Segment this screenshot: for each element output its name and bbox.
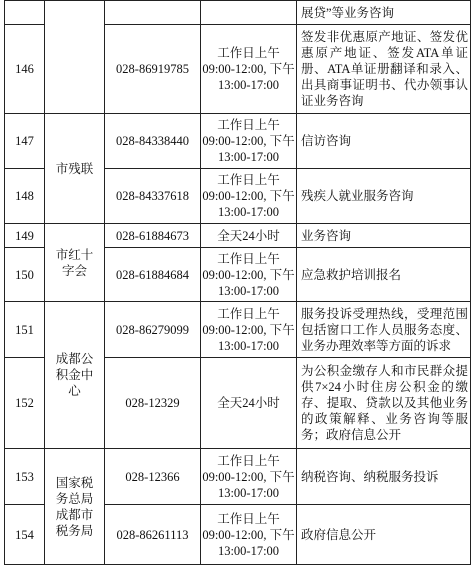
row-number: 148 [5, 169, 45, 224]
hours-line: 13:00-17:00 [217, 485, 280, 500]
service-hours [201, 169, 297, 224]
hours-line: 09:00-12:00, 下午 [202, 134, 295, 148]
service-scope: 信访咨询 [297, 114, 471, 169]
service-scope: 展贷”等业务咨询 [297, 1, 471, 25]
service-scope: 纳税咨询、纳税服务投诉 [297, 449, 471, 505]
hours-line: 全天24小时 [217, 396, 280, 410]
row-number [5, 1, 45, 25]
row-number: 152 [5, 358, 45, 449]
table-row [5, 1, 471, 25]
table-row [5, 449, 471, 505]
service-hours [201, 114, 297, 169]
row-number: 154 [5, 505, 45, 565]
department-cell: 市红十字会 [45, 224, 105, 302]
phone-number: 028-86919785 [105, 25, 201, 114]
service-hours [201, 449, 297, 505]
service-hours [201, 224, 297, 248]
phone-number: 028-12366 [105, 449, 201, 505]
service-scope: 残疾人就业服务咨询 [297, 169, 471, 224]
hours-line: 09:00-12:00, 下午 [202, 267, 295, 282]
service-hours [201, 1, 297, 25]
department-cell: 成都公积金中心 [45, 302, 105, 449]
hours-line: 09:00-12:00, 下午 [202, 469, 295, 484]
service-hours [201, 505, 297, 565]
hours-line: 13:00-17:00 [217, 78, 280, 92]
service-scope: 签发非优惠原产地证、签发优惠原产地证、签发ATA单证册、ATA单证册翻译和录入、出具商事证明书、代办领事认证业务咨询 [297, 25, 471, 114]
hours-line: 09:00-12:00, 下午 [202, 322, 295, 337]
hours-line: 工作日上午 [217, 173, 280, 187]
table-row [5, 224, 471, 248]
hotline-table [4, 0, 471, 565]
service-hours [201, 302, 297, 358]
service-hours [201, 25, 297, 114]
phone-number: 028-86261113 [105, 505, 201, 565]
service-hours [201, 248, 297, 302]
phone-number: 028-84337618 [105, 169, 201, 224]
service-scope: 业务咨询 [297, 224, 471, 248]
department-cell: 市残联 [45, 114, 105, 224]
row-number: 150 [5, 248, 45, 302]
phone-number: 028-86279099 [105, 302, 201, 358]
row-number: 149 [5, 224, 45, 248]
service-scope: 为公积金缴存人和市民群众提供7×24小时住房公积金的缴存、提取、贷款以及其他业务的政策解释、业务咨询等服务；政府信息公开 [297, 358, 471, 449]
row-number: 147 [5, 114, 45, 169]
hours-line: 13:00-17:00 [217, 338, 280, 353]
hours-line: 工作日上午 [217, 453, 280, 468]
table-row [5, 302, 471, 358]
service-scope: 应急救护培训报名 [297, 248, 471, 302]
service-scope: 服务投诉受理热线，受理范围包括窗口工作人员服务态度、业务办理效率等方面的诉求 [297, 302, 471, 358]
row-number: 146 [5, 25, 45, 114]
phone-number: 028-84338440 [105, 114, 201, 169]
hours-line: 09:00-12:00, 下午 [202, 527, 295, 542]
hours-line: 工作日上午 [217, 251, 280, 266]
hours-line: 工作日上午 [217, 306, 280, 321]
hours-line: 工作日上午 [217, 46, 280, 60]
hours-line: 工作日上午 [217, 511, 280, 526]
hours-line: 13:00-17:00 [217, 150, 280, 164]
service-hours [201, 358, 297, 449]
hours-line: 13:00-17:00 [217, 543, 280, 558]
hours-line: 工作日上午 [217, 118, 280, 132]
hours-line: 13:00-17:00 [217, 205, 280, 219]
phone-number: 028-61884684 [105, 248, 201, 302]
hours-line: 09:00-12:00, 下午 [202, 62, 295, 76]
service-scope: 政府信息公开 [297, 505, 471, 565]
row-number: 153 [5, 449, 45, 505]
department-cell [45, 1, 105, 114]
department-cell: 国家税务总局成都市税务局 [45, 449, 105, 565]
phone-number: 028-12329 [105, 358, 201, 449]
hours-line: 全天24小时 [217, 228, 280, 243]
hours-line: 09:00-12:00, 下午 [202, 189, 295, 203]
phone-number: 028-61884673 [105, 224, 201, 248]
table-row [5, 114, 471, 169]
row-number: 151 [5, 302, 45, 358]
phone-number [105, 1, 201, 25]
hours-line: 13:00-17:00 [217, 283, 280, 298]
